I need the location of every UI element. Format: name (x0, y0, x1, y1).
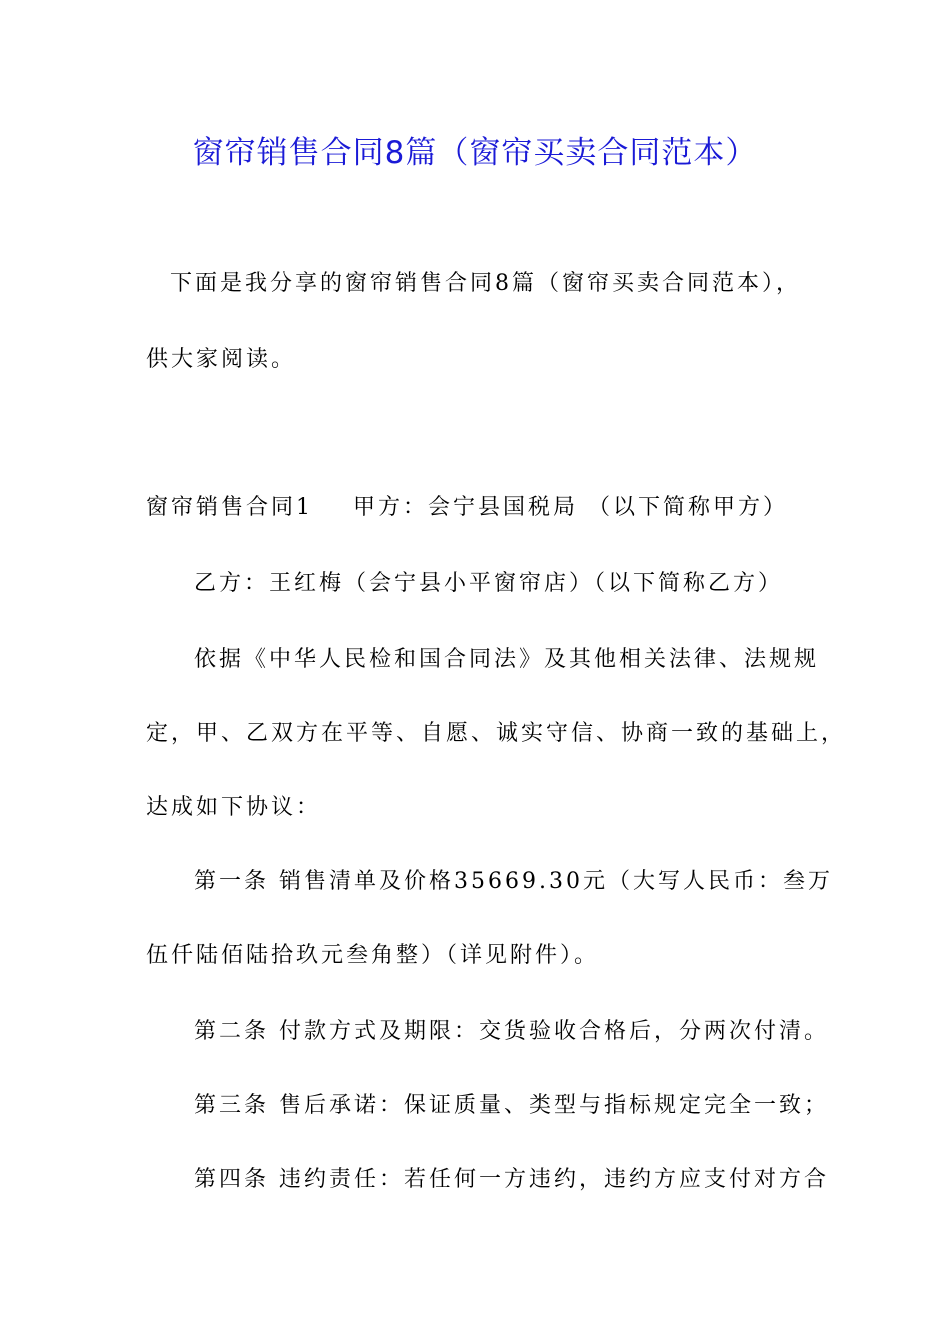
contract-header-line (146, 492, 788, 524)
party-b: 乙方：王红梅（会宁县小平窗帘店）（以下简称乙方） (194, 571, 784, 596)
article-3: 第三条 售后承诺：保证质量、类型与指标规定完全一致； (194, 1093, 829, 1118)
article-1-line-1: 第一条 销售清单及价格35669.30元（大写人民币：叁万 (194, 869, 833, 894)
basis-line-1: 依据《中华人民检和国合同法》及其他相关法律、法规规 (194, 647, 820, 672)
document-title: 窗帘销售合同8篇（窗帘买卖合同范本） (192, 135, 758, 171)
article-1-line-2: 伍仟陆佰陆拾玖元叁角整）（详见附件）。 (146, 943, 600, 968)
intro-line-2: 供大家阅读。 (146, 347, 297, 372)
basis-line-3: 达成如下协议： (146, 795, 322, 820)
article-4-line-1: 第四条 违约责任：若任何一方违约，违约方应支付对方合 (194, 1167, 829, 1192)
contract-heading: 窗帘销售合同1 (146, 495, 313, 520)
intro-line-1: 下面是我分享的窗帘销售合同8篇（窗帘买卖合同范本）， (170, 271, 801, 296)
party-a: 甲方：会宁县国税局 （以下简称甲方） (353, 495, 788, 520)
basis-line-2: 定，甲、乙双方在平等、自愿、诚实守信、协商一致的基础上， (146, 721, 847, 746)
article-2: 第二条 付款方式及期限：交货验收合格后，分两次付清。 (194, 1019, 829, 1044)
